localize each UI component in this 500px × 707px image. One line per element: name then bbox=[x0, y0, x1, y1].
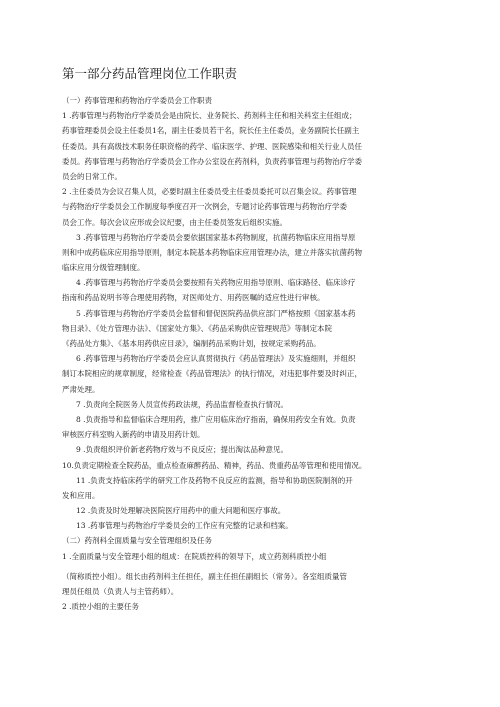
paragraph-line: （简称质控小组）。组长由药剂科主任担任，副主任担任副组长（常务）。各室组质量管 bbox=[62, 571, 347, 581]
document-body bbox=[62, 93, 454, 614]
paragraph-line: 1 .全面质量与安全管理小组的组成：在院质控科的领导下，成立药剂科质控小组 bbox=[62, 551, 327, 561]
paragraph-line: 6 .药事管理与药物治疗学委员会应认真贯彻执行《药品管理法》及实施细则，并组织 bbox=[76, 354, 356, 364]
paragraph-line: 1 .药事管理与药物治疗学委员会是由院长、业务院长、药剂科主任和相关科室主任组成； bbox=[62, 111, 357, 121]
paragraph-line: 药事管理委员会设主任委员1名，副主任委员若干名，院长任主任委员，业务副院长任副主 bbox=[62, 126, 360, 136]
paragraph-line: 2 .主任委员为会议召集人员，必要时副主任委员受主任委员委托可以召集会议。药事管理 bbox=[62, 187, 357, 197]
paragraph-line: 7 .负责向全院医务人员宣传药政法规，药品监督检查执行情况。 bbox=[76, 399, 289, 409]
paragraph-line: 委员。药事管理与药物治疗学委员会工作办公室设在药剂科，负责药事管理与药物治疗学委 bbox=[62, 156, 362, 166]
paragraph-line: 审核医疗科室购入新药的申请及用药计划。 bbox=[62, 430, 205, 440]
paragraph-line: 制订本院相应的规章制度，经常检查《药品管理法》的执行情况，对违犯事件要及时纠正， bbox=[62, 369, 362, 379]
paragraph-line: 《药品处方集》、《基本用药供应目录》，编制药品采购计划，按规定采购药品。 bbox=[62, 339, 321, 348]
paragraph-line: 严肃处理。 bbox=[62, 384, 100, 394]
paragraph-line: 员会工作。每次会议应形成会议纪要，由主任委员签发后组织实施。 bbox=[62, 217, 287, 227]
paragraph-line: 临床应用分级管理制度。 bbox=[62, 263, 145, 273]
paragraph-line: 11 .负责支持临床药学的研究工作及药物不良反应的监测，指导和协助医院制剂的开 bbox=[76, 475, 353, 485]
paragraph-line: 8 .负责指导和监督临床合理用药，推广应用临床治疗指南，确保用药安全有效。负责 bbox=[76, 414, 356, 424]
paragraph-line: 指南和药品说明书等合理使用药物，对医师处方、用药医嘱的适应性进行审核。 bbox=[62, 293, 325, 303]
page-title: 第一部分药品管理岗位工作职责 bbox=[62, 66, 238, 81]
paragraph-line: 与药物治疗学委员会工作制度每季度召开一次例会，专题讨论药事管理与药物治疗学委 bbox=[62, 202, 347, 212]
paragraph-line: 12 .负责及时处理解决医院医疗用药中的重大问题和医疗事故。 bbox=[76, 506, 286, 516]
paragraph-line: 3 .药事管理与药物治疗学委员会要依据国家基本药物制度，抗菌药物临床应用指导原 bbox=[76, 232, 356, 242]
section-heading: （二）药剂科全面质量与安全管理组织及任务 bbox=[62, 536, 212, 546]
paragraph-line: 发和应用。 bbox=[62, 490, 100, 500]
paragraph-line: 则和中成药临床应用指导原则，制定本院基本药物临床应用管理办法，建立并落实抗菌药物 bbox=[62, 247, 362, 257]
paragraph-line: 9 .负责组织评价新老药物疗效与不良反应；提出淘汰品种意见。 bbox=[76, 445, 289, 455]
paragraph-line: 5 .药事管理与药物治疗学委员会监督和督促医院药品供应部门严格按照《国家基本药 bbox=[76, 308, 356, 318]
paragraph-line: 10.负责定期检查全院药品，重点检查麻醉药品、精神，药品、贵重药品等管理和使用情况。 bbox=[62, 460, 367, 470]
paragraph-line: 物目录》、《处方管理办法》、《国家处方集》、《药品采购供应管理规范》等制定本院 bbox=[62, 323, 332, 333]
section-heading: （一）药事管理和药物治疗学委员会工作职责 bbox=[62, 96, 212, 105]
paragraph-line: 13 .药事管理与药物治疗学委员会的工作应有完整的记录和档案。 bbox=[76, 521, 293, 531]
paragraph-line: 员会的日常工作。 bbox=[62, 171, 122, 181]
paragraph-line: 4 .药事管理与药物治疗学委员会要按照有关药物应用指导原则、临床路径、临床诊疗 bbox=[76, 278, 356, 288]
paragraph-line: 任委员。具有高级技术职务任职资格的药学、临床医学、护理、医院感染和相关行业人员任 bbox=[62, 141, 362, 151]
paragraph-line: 2 .质控小组的主要任务 bbox=[62, 602, 140, 612]
paragraph-line: 理员任组员（负责人与主管药师）。 bbox=[62, 587, 179, 596]
